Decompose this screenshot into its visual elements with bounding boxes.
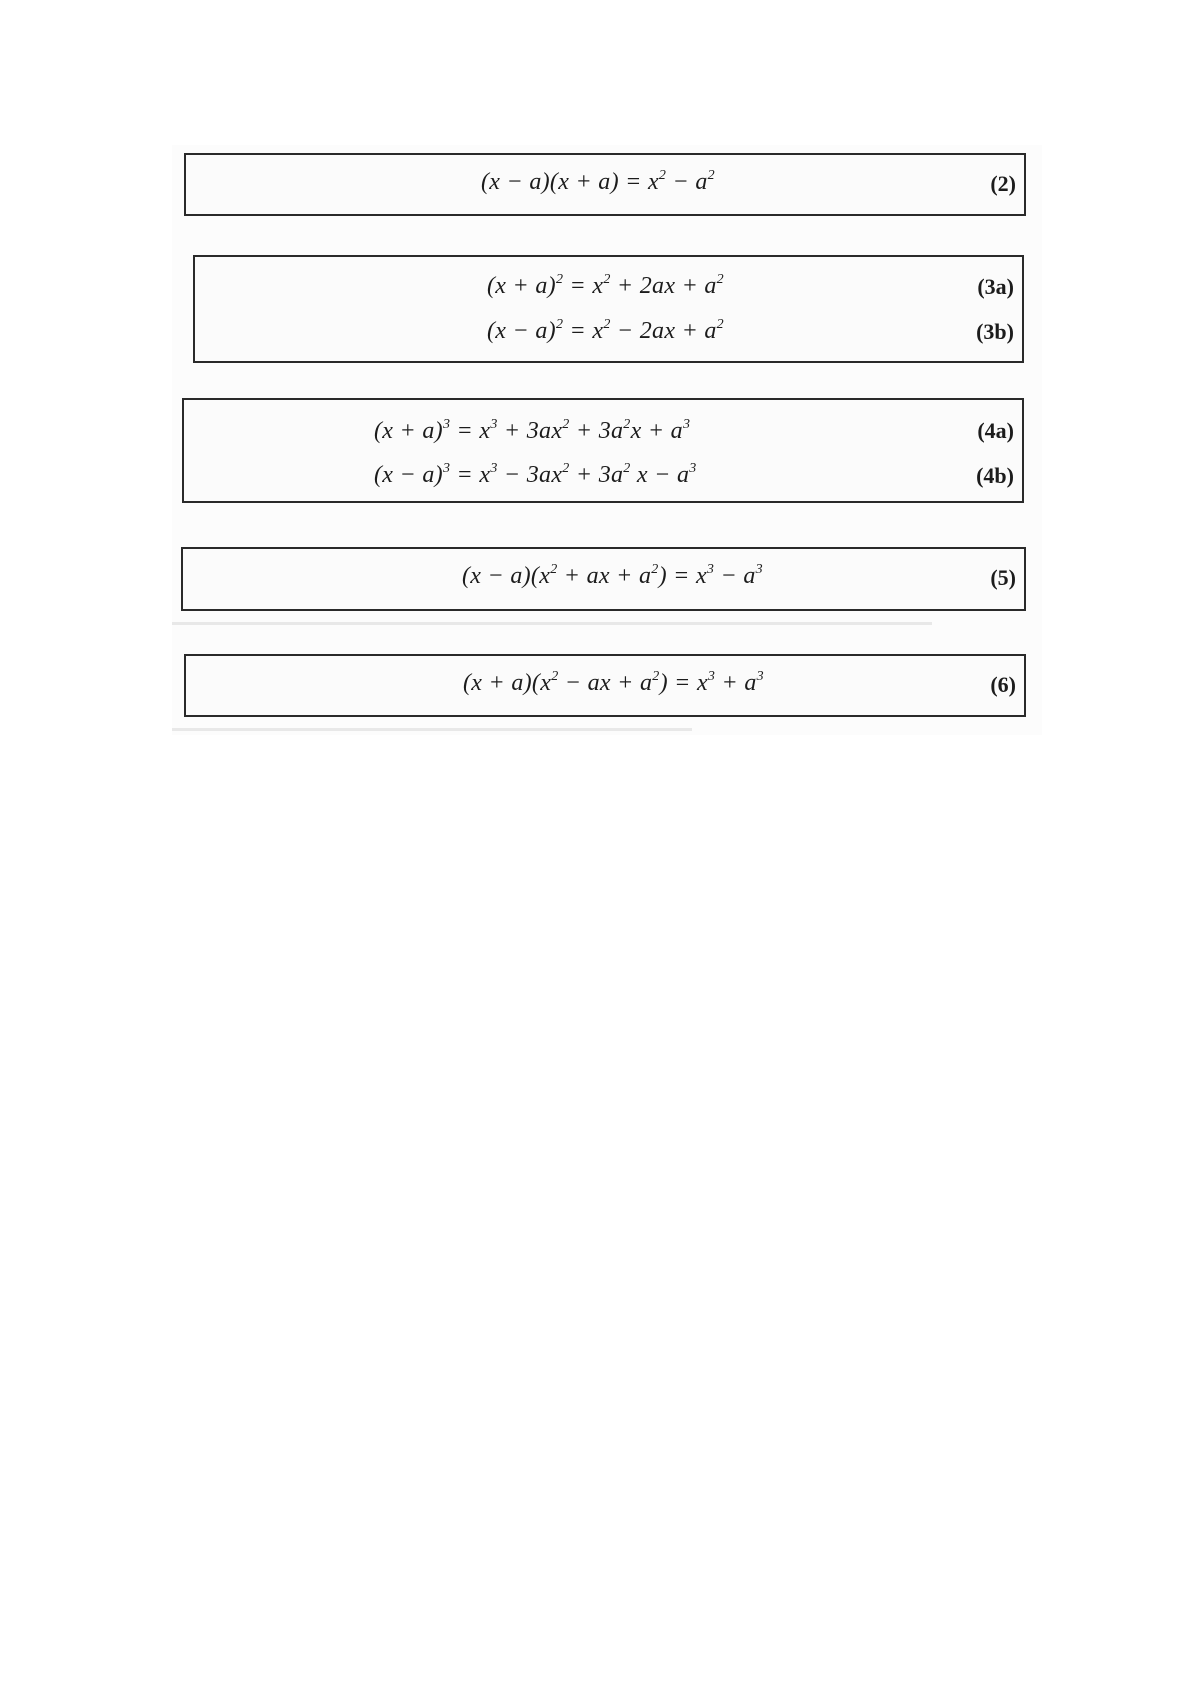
bleed-through-line [172, 622, 932, 625]
equation-number-6: (6) [990, 672, 1016, 697]
equation-box-6 [184, 654, 1026, 717]
equation-2: $(x - a)(x + a) = x^2 - a^2$ [481, 168, 715, 195]
equation-box-4 [182, 398, 1024, 503]
equation-number-4b: (4b) [976, 463, 1014, 488]
bleed-through-line [172, 728, 692, 731]
equation-box-2 [184, 153, 1026, 216]
equation-box-3 [193, 255, 1024, 363]
equation-4b: $(x - a)^3 = x^3 - 3ax^2 + 3a^2$ $x - a^3$ [374, 461, 697, 488]
equation-number-2: (2) [990, 171, 1016, 196]
equation-number-4a: (4a) [977, 418, 1014, 443]
equation-box-5 [181, 547, 1026, 611]
equation-4a: $(x + a)^3 = x^3 + 3ax^2 + 3a^2x + a^3$ [374, 417, 691, 444]
equation-number-3a: (3a) [977, 274, 1014, 299]
equation-3b: $(x - a)^2 = x^2 - 2ax + a^2$ [487, 317, 724, 344]
equation-number-5: (5) [990, 565, 1016, 590]
equation-number-3b: (3b) [976, 319, 1014, 344]
equation-6: $(x + a)(x^2$ − ax + $a^2) = x^3 + a^3$ [463, 669, 764, 696]
equation-3a: $(x + a)^2 = x^2 + 2ax + a^2$ [487, 272, 724, 299]
equation-5: $(x - a)(x^2$ + ax + $a^2) = x^3 - a^3$ [462, 562, 763, 589]
